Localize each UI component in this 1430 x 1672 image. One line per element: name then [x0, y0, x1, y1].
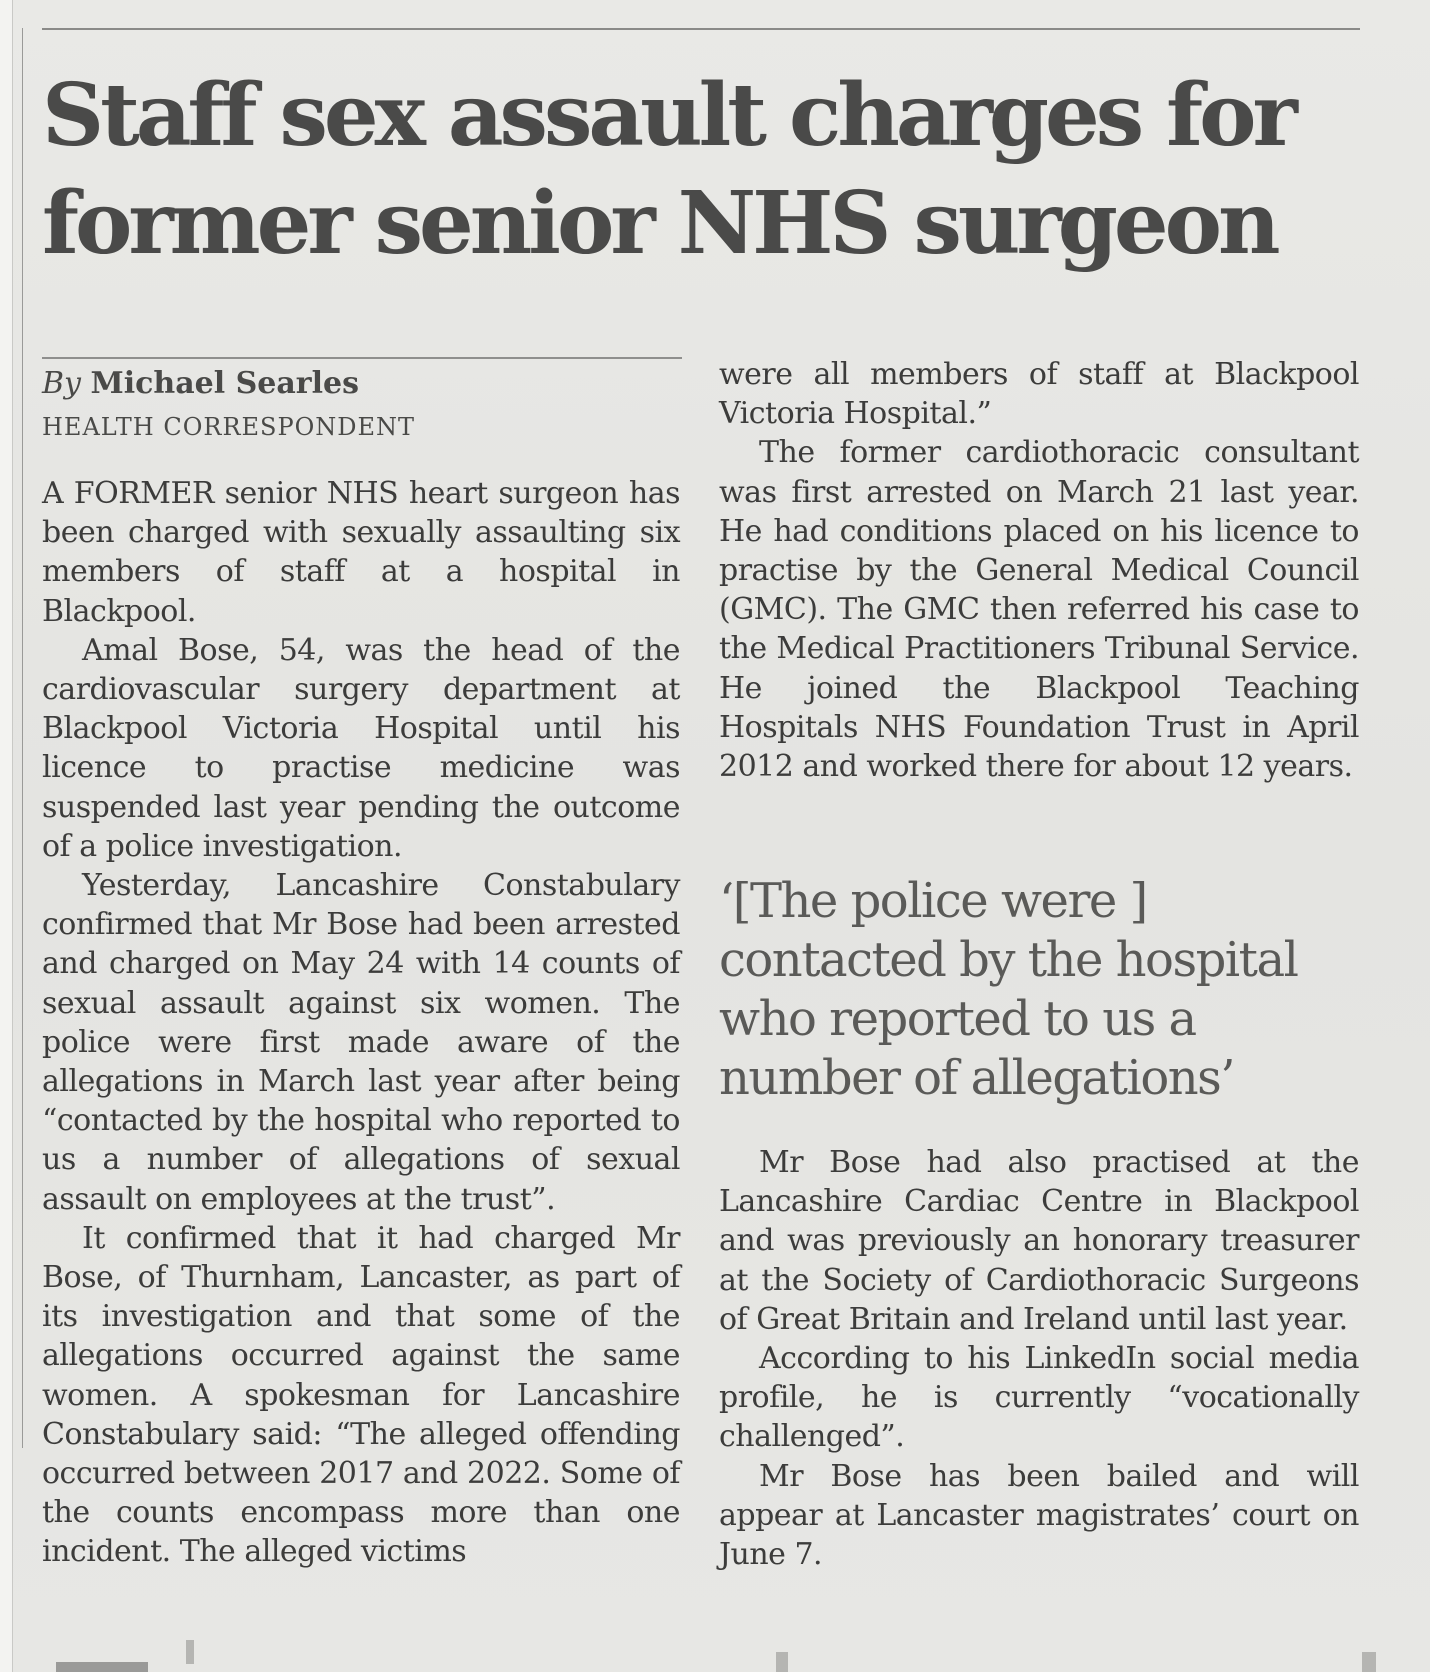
scan-mark: [1362, 1652, 1376, 1672]
paragraph: Mr Bose has been bailed and will appear at Lancaster magistrates’ court on June 7.: [719, 1458, 1359, 1573]
paragraph: A FORMER senior NHS heart surgeon has been charged with sexually assaulting six members of staff at a hospital in Blackpool.: [42, 476, 680, 629]
column-rule: [22, 28, 23, 1448]
paragraph: Yesterday, Lancashire Constabulary confirmed that Mr Bose had been arrested and charged on May 24 with 14 counts of sexual assault against six women. The police were first made aware of the allegations in March last year after being “contacted by the hospital who reported to us a number of allegations of sexual assault on employees at the trust”.: [42, 868, 680, 1217]
right-column-bottom: [719, 1143, 1359, 1574]
paragraph: According to his LinkedIn social media profile, he is currently “vocationally challenged”.: [719, 1341, 1359, 1455]
headline: Staff sex assault charges for former senior NHS surgeon: [42, 65, 1294, 274]
author-name: Michael Searles: [90, 366, 359, 401]
paragraph: It confirmed that it had charged Mr Bose, of Thurnham, Lancaster, as part of its investigation and that some of the allegations occurred against the same women. A spokesman for Lancashire Constabulary said: “The alleged offending occurred between 2017 and 2022. Some of the counts encompass more than one incident. The alleged victims: [42, 1220, 680, 1570]
right-column-top: [719, 355, 1359, 786]
scan-mark: [186, 1640, 194, 1664]
paragraph: Amal Bose, 54, was the head of the cardiovascular surgery department at Blackpool Victoria Hospital until his licence to practise medicine was suspended last year pending the outcome of a police investigation.: [42, 632, 680, 864]
scan-mark: [56, 1662, 148, 1672]
paragraph: were all members of staff at Blackpool Victoria Hospital.”: [719, 357, 1359, 432]
paragraph: Mr Bose had also practised at the Lancashire Cardiac Centre in Blackpool and was previously an honorary treasurer at the Society of Cardiothoracic Surgeons of Great Britain and Ireland until last year.: [719, 1145, 1359, 1337]
clipping-edge: [0, 0, 13, 1672]
byline-prefix: By: [42, 366, 81, 401]
paragraph: The former cardiothoracic consultant was first arrested on March 21 last year. He had conditions placed on his licence to practise by the General Medical Council (GMC). The GMC then referred his case to the Medical Practitioners Tribunal Service. He joined the Blackpool Teaching Hospitals NHS Foundation Trust in April 2012 and worked there for about 12 years.: [719, 435, 1359, 785]
byline-rule: [42, 357, 682, 359]
scan-mark: [776, 1652, 788, 1672]
byline: [42, 366, 359, 402]
pull-quote: ‘[The police were ] contacted by the hospital who reported to us a number of allegations’: [719, 873, 1298, 1106]
left-column: [42, 474, 680, 1572]
top-rule: [42, 28, 1360, 30]
author-role: HEALTH CORRESPONDENT: [42, 413, 416, 441]
